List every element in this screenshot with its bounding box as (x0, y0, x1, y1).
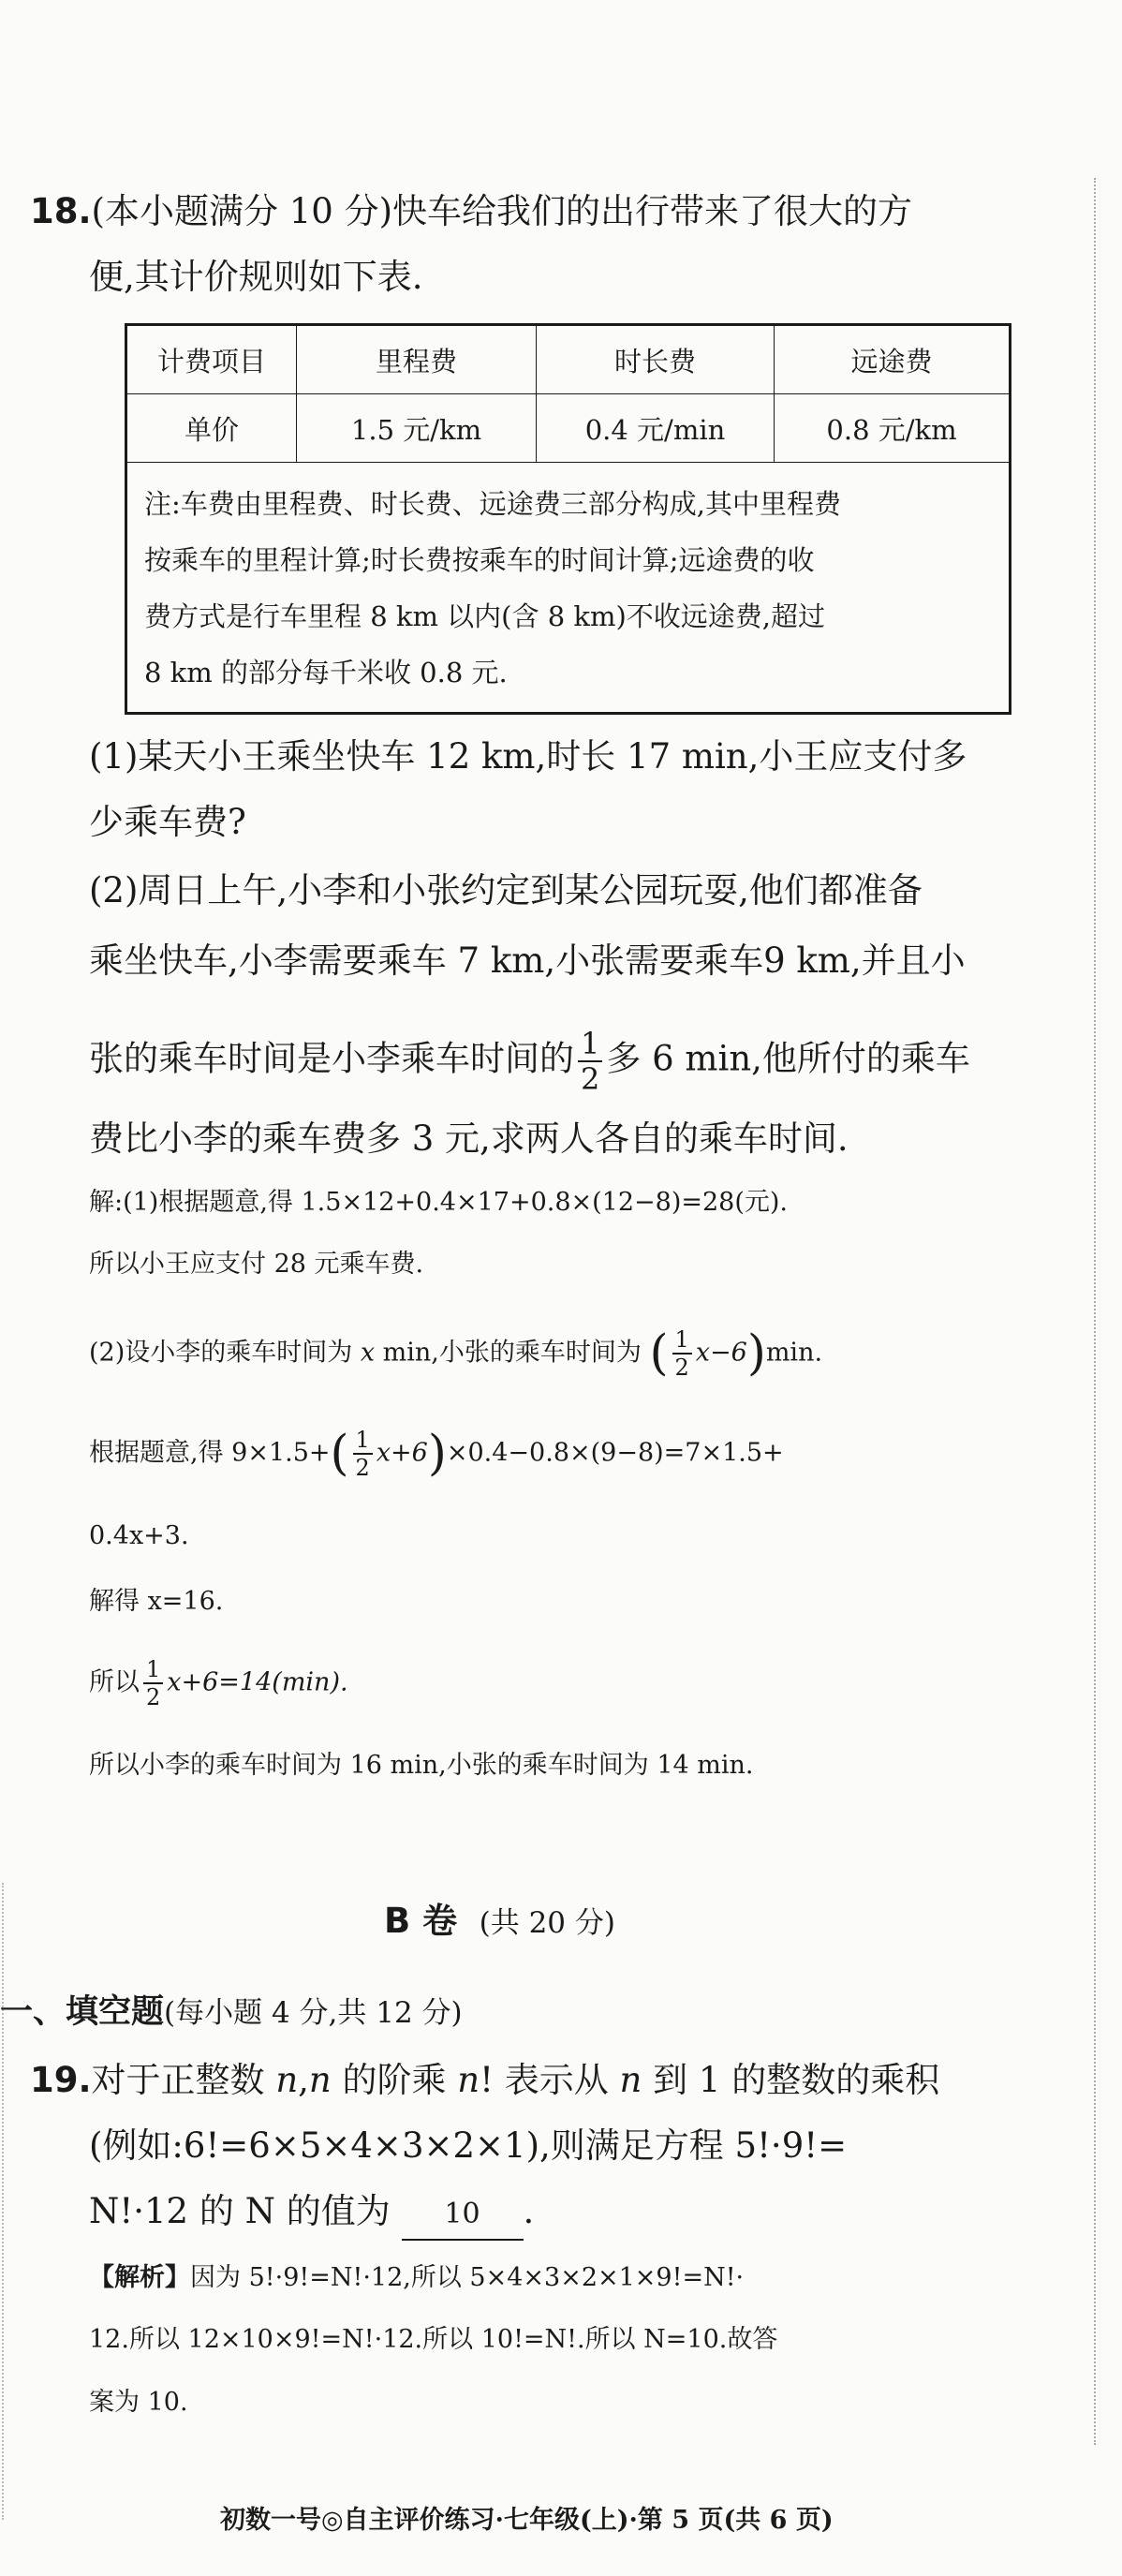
table-cell: 0.8 元/km (775, 394, 1011, 463)
part1-note: (每小题 4 分,共 12 分) (164, 1996, 463, 2030)
section-b-heading (384, 1892, 615, 1943)
q18-part1-line2: 少乘车费? (89, 802, 246, 842)
q18-number: 18. (30, 191, 92, 231)
table-cell: 0.4 元/min (537, 394, 775, 463)
section-b-title: B 卷 (384, 1901, 458, 1941)
page-footer: 初数一号◎自主评价练习·七年级(上)·第 5 页(共 6 页) (220, 2506, 834, 2535)
table-header-cell: 时长费 (537, 325, 775, 394)
q19-line1: 19.对于正整数 n,n 的阶乘 n! 表示从 n 到 1 的整数的乘积 (30, 2060, 940, 2100)
solution-line3: (2)设小李的乘车时间为 x min,小张的乘车时间为 ( $\frac{1}{2}$ x−6)min. (89, 1325, 823, 1382)
fraction-one-half: $\frac{1}{2}$ (578, 1029, 602, 1094)
table-cell: 1.5 元/km (297, 394, 537, 463)
left-margin-dotted-line (2, 1883, 4, 2520)
q19-analysis-line1: 【解析】因为 5!·9!=N!·12,所以 5×4×3×2×1×9!=N!· (89, 2263, 745, 2292)
part1-heading: 一、填空题 (0, 1992, 165, 2031)
part1-heading-line (0, 1986, 463, 2033)
q19-analysis-line3: 案为 10. (89, 2388, 188, 2417)
q18-part2-line1: (2)周日上午,小李和小张约定到某公园玩耍,他们都准备 (89, 870, 923, 910)
q19-line2: (例如:6!=6×5×4×3×2×1),则满足方程 5!·9!= (89, 2125, 848, 2166)
analysis-label: 【解析】 (89, 2263, 190, 2292)
note-line: 按乘车的里程计算;时长费按乘车的时间计算;远途费的收 (144, 544, 815, 576)
q18-part2-line2: 乘坐快车,小李需要乘车 7 km,小张需要乘车9 km,并且小 (89, 940, 966, 981)
fee-table-price-row (126, 394, 1011, 463)
q19-analysis-line2: 12.所以 12×10×9!=N!·12.所以 10!=N!.所以 N=10.故答 (89, 2325, 778, 2354)
fee-table-note-row (126, 463, 1011, 714)
right-margin-dotted-line (1094, 178, 1096, 2445)
note-line: 8 km 的部分每千米收 0.8 元. (144, 657, 508, 688)
solution-line7: 所以 $\frac{1}{2}$ x+6=14(min). (89, 1656, 348, 1710)
solution-line8: 所以小李的乘车时间为 16 min,小张的乘车时间为 14 min. (89, 1751, 754, 1780)
fee-table-header-row (126, 325, 1011, 394)
solution-line5: 0.4x+3. (89, 1521, 189, 1550)
table-header-cell: 远途费 (775, 325, 1011, 394)
table-cell: 单价 (126, 394, 297, 463)
q19-number: 19. (30, 2060, 92, 2100)
q18-part1-line1: (1)某天小王乘坐快车 12 km,时长 17 min,小王应支付多 (89, 736, 967, 777)
table-header-cell: 计费项目 (126, 325, 297, 394)
note-line: 费方式是行车里程 8 km 以内(含 8 km)不收远途费,超过 (144, 600, 825, 632)
q18-part2-line4: 费比小李的乘车费多 3 元,求两人各自的乘车时间. (89, 1118, 849, 1159)
q18-line2: 便,其计价规则如下表. (89, 257, 423, 297)
note-line: 注:车费由里程费、时长费、远途费三部分构成,其中里程费 (144, 488, 841, 520)
solution-line1: 解:(1)根据题意,得 1.5×12+0.4×17+0.8×(12−8)=28(元). (89, 1188, 789, 1217)
solution-line6: 解得 x=16. (89, 1587, 224, 1616)
table-note (126, 463, 1011, 714)
section-b-points: (共 20 分) (479, 1906, 615, 1940)
solution-line4: 根据题意,得 9×1.5+( $\frac{1}{2}$ x+6)×0.4−0.8×(9−8)=7×1.5+ (89, 1425, 784, 1482)
fee-table (125, 323, 1011, 715)
answer-blank: 10 (402, 2190, 524, 2241)
table-header-cell: 里程费 (297, 325, 537, 394)
q18-line1: 18.(本小题满分 10 分)快车给我们的出行带来了很大的方 (30, 191, 913, 231)
solution-line2: 所以小王应支付 28 元乘车费. (89, 1250, 424, 1279)
q19-line3: N!·12 的 N 的值为 10 . (89, 2187, 534, 2241)
q18-part2-line3: 张的乘车时间是小李乘车时间的 $\frac{1}{2}$ 多 6 min,他所付的乘车 (89, 1026, 970, 1097)
